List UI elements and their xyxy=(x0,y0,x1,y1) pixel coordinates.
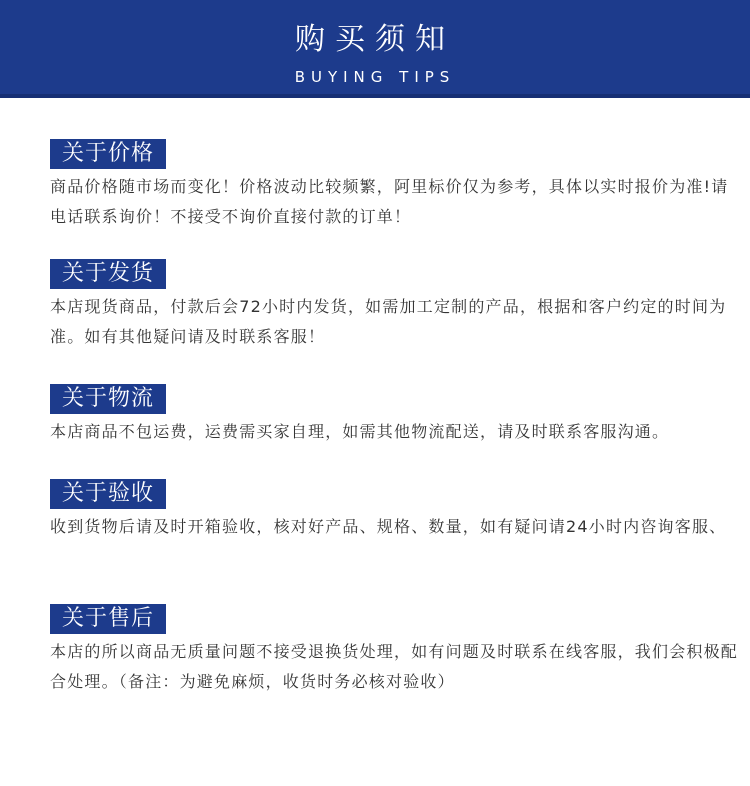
header-banner xyxy=(0,0,750,98)
page-title: 购买须知 xyxy=(295,22,455,57)
section-text-logistics: 本店商品不包运费，运费需买家自理，如需其他物流配送，请及时联系客服沟通。 xyxy=(50,422,670,441)
section-inspection xyxy=(50,479,740,542)
section-text-inspection: 收到货物后请及时开箱验收，核对好产品、规格、数量，如有疑问请24小时内咨询客服、 xyxy=(50,517,727,536)
section-text-after-sales: 本店的所以商品无质量问题不接受退换货处理，如有问题及时联系在线客服，我们会积极配合处理。（备注：为避免麻烦，收货时务必核对验收） xyxy=(50,642,739,691)
section-after-sales xyxy=(50,604,740,697)
section-tag-inspection: 关于验收 xyxy=(50,479,166,509)
section-tag-after-sales: 关于售后 xyxy=(50,604,166,634)
section-text-shipping: 本店现货商品，付款后会72小时内发货，如需加工定制的产品，根据和客户约定的时间为准。如有其他疑问请及时联系客服！ xyxy=(50,297,727,346)
section-text-price: 商品价格随市场而变化！价格波动比较频繁，阿里标价仅为参考，具体以实时报价为准!请电话联系询价！不接受不询价直接付款的订单！ xyxy=(50,177,729,226)
page-subtitle: BUYING TIPS xyxy=(294,68,456,86)
section-tag-price: 关于价格 xyxy=(50,139,166,169)
section-tag-shipping: 关于发货 xyxy=(50,259,166,289)
section-tag-logistics: 关于物流 xyxy=(50,384,166,414)
section-price xyxy=(50,139,740,232)
section-shipping xyxy=(50,259,740,352)
section-logistics xyxy=(50,384,740,447)
